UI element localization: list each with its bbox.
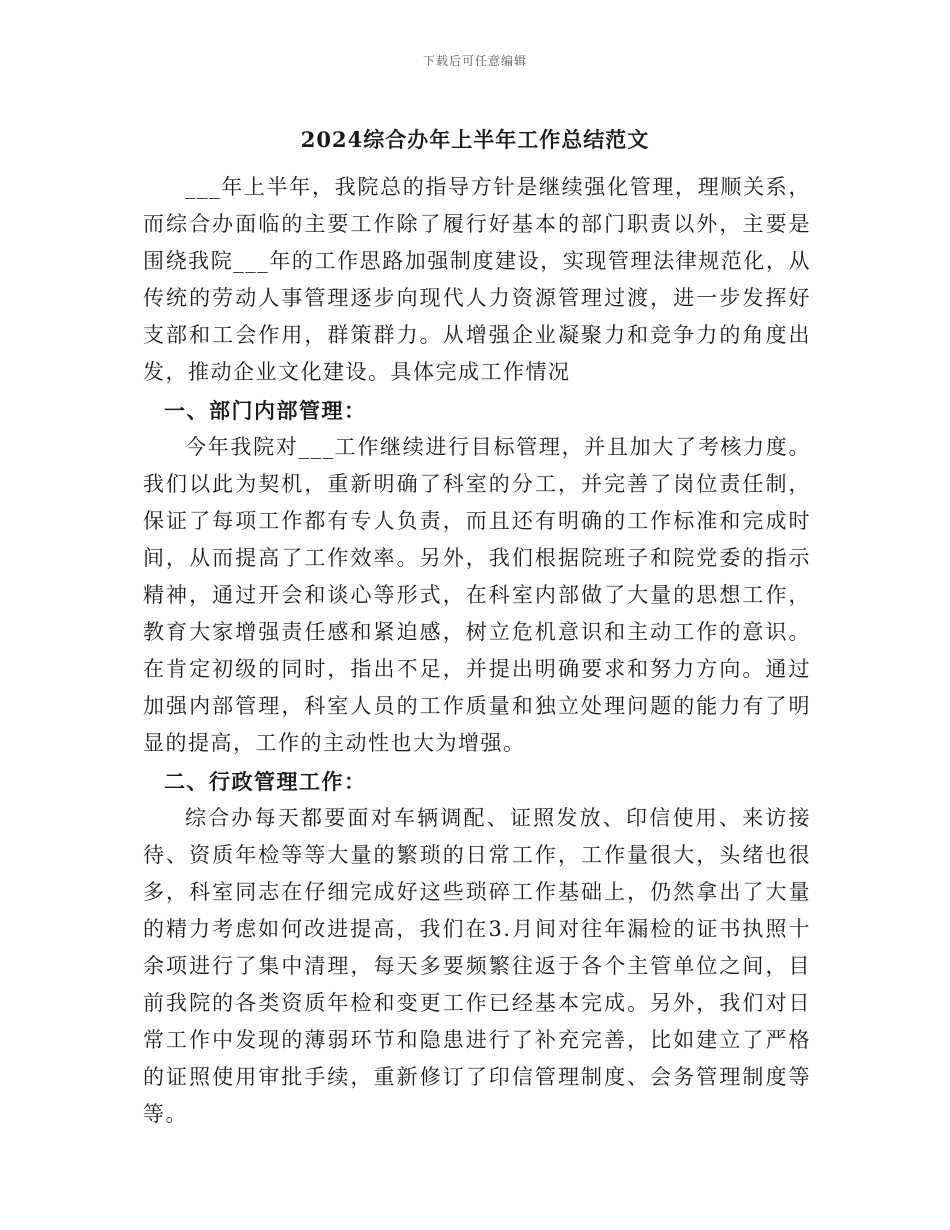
section-heading-1: 一、部门内部管理：	[164, 397, 367, 423]
section-heading-2: 二、行政管理工作：	[164, 768, 367, 794]
intro-paragraph: ___年上半年，我院总的指导方针是继续强化管理，理顺关系，而综合办面临的主要工作除了履行好基本的部门职责以外，主要是围绕我院___年的工作思路加强制度建设，实现管理法律规范化，从传统的劳动人事管理逐步向现代人力资源管理过渡，进一步发挥好支部和工会作用，群策群力。从增强企业凝聚力和竞争力的角度出发，推动企业文化建设。具体完成工作情况	[143, 175, 811, 385]
section-paragraph-1: 今年我院对___工作继续进行目标管理，并且加大了考核力度。我们以此为契机，重新明确了科室的分工，并完善了岗位责任制，保证了每项工作都有专人负责，而且还有明确的工作标准和完成时间，从而提高了工作效率。另外，我们根据院班子和院党委的指示精神，通过开会和谈心等形式，在科室内部做了大量的思想工作，教育大家增强责任感和紧迫感，树立危机意识和主动工作的意识。在肯定初级的同时，指出不足，并提出明确要求和努力方向。通过加强内部管理，科室人员的工作质量和独立处理问题的能力有了明显的提高，工作的主动性也大为增强。	[143, 434, 811, 756]
document-body	[143, 169, 811, 1133]
header-note: 下载后可任意编辑	[422, 54, 527, 68]
document-title: 2024综合办年上半年工作总结范文	[300, 127, 650, 152]
section-paragraph-2: 综合办每天都要面对车辆调配、证照发放、印信使用、来访接待、资质年检等等大量的繁琐的日常工作，工作量很大，头绪也很多，科室同志在仔细完成好这些琐碎工作基础上，仍然拿出了大量的精力考虑如何改进提高，我们在3.月间对往年漏检的证书执照十余项进行了集中清理，每天多要频繁往返于各个主管单位之间，目前我院的各类资质年检和变更工作已经基本完成。另外，我们对日常工作中发现的薄弱环节和隐患进行了补充完善，比如建立了严格的证照使用审批手续，重新修订了印信管理制度、会务管理制度等等。	[143, 805, 811, 1127]
